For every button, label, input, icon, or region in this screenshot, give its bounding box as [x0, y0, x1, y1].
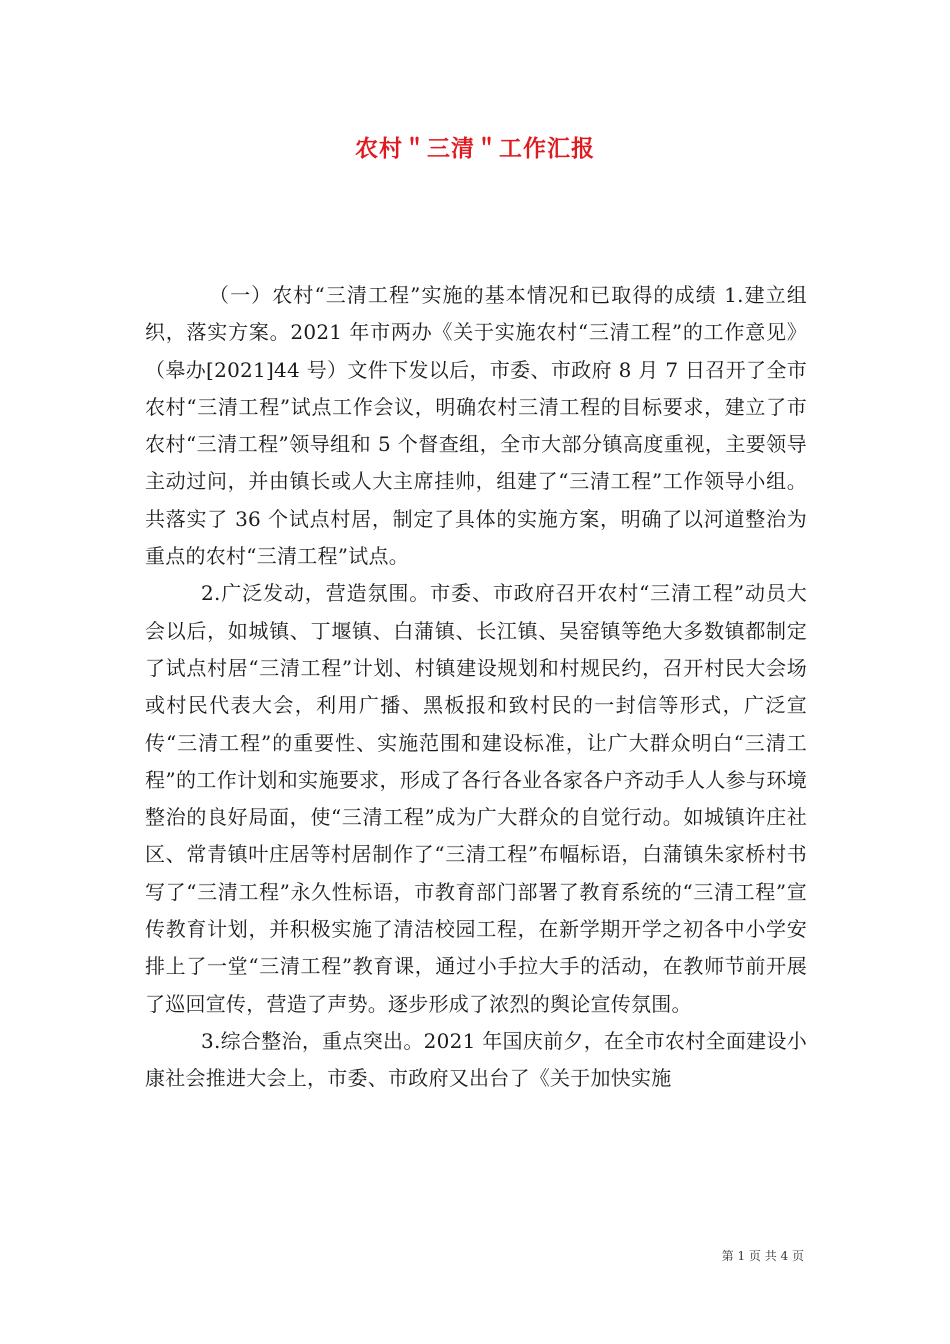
- document-title: 农村＂三清＂工作汇报: [355, 136, 595, 162]
- paragraph-3: 3.综合整治，重点突出。2021 年国庆前夕，在全市农村全面建设小康社会推进大会上，市委、市政府又出台了《关于加快实施: [145, 1028, 807, 1091]
- document-body: [145, 277, 807, 1098]
- paragraph-2: 2.广泛发动，营造氛围。市委、市政府召开农村“三清工程”动员大会以后，如城镇、丁堰镇、白蒲镇、长江镇、吴窑镇等绝大多数镇都制定了试点村居“三清工程”计划、村镇建设规划和村规民约，召开村民大会场或村民代表大会，利用广播、黑板报和致村民的一封信等形式，广泛宣传“三清工程”的重要性、实施范围和建设标准，让广大群众明白“三清工程”的工作计划和实施要求，形成了各行各业各家各户齐动手人人参与环境整治的良好局面，使“三清工程”成为广大群众的自觉行动。如城镇许庄社区、常青镇叶庄居等村居制作了“三清工程”布幅标语，白蒲镇朱家桥村书写了“三清工程”永久性标语，市教育部门部署了教育系统的“三清工程”宣传教育计划，并积极实施了清洁校园工程，在新学期开学之初各中小学安排上了一堂“三清工程”教育课，通过小手拉大手的活动，在教师节前开展了巡回宣传，营造了声势。逐步形成了浓烈的舆论宣传氛围。: [145, 581, 807, 1016]
- page-number: 第 1 页 共 4 页: [721, 1249, 804, 1263]
- paragraph-1: （一）农村“三清工程”实施的基本情况和已取得的成绩 1.建立组织，落实方案。2021 年市两办《关于实施农村“三清工程”的工作意见》（皋办[2021]44 号）文件下发以后，市委、市政府 8 月 7 日召开了全市农村“三清工程”试点工作会议，明确农村三清工程的目标要求，建立了市农村“三清工程”领导组和 5 个督查组，全市大部分镇高度重视，主要领导主动过问，并由镇长或人大主席挂帅，组建了“三清工程”工作领导小组。共落实了 36 个试点村居，制定了具体的实施方案，明确了以河道整治为重点的农村“三清工程”试点。: [145, 283, 807, 569]
